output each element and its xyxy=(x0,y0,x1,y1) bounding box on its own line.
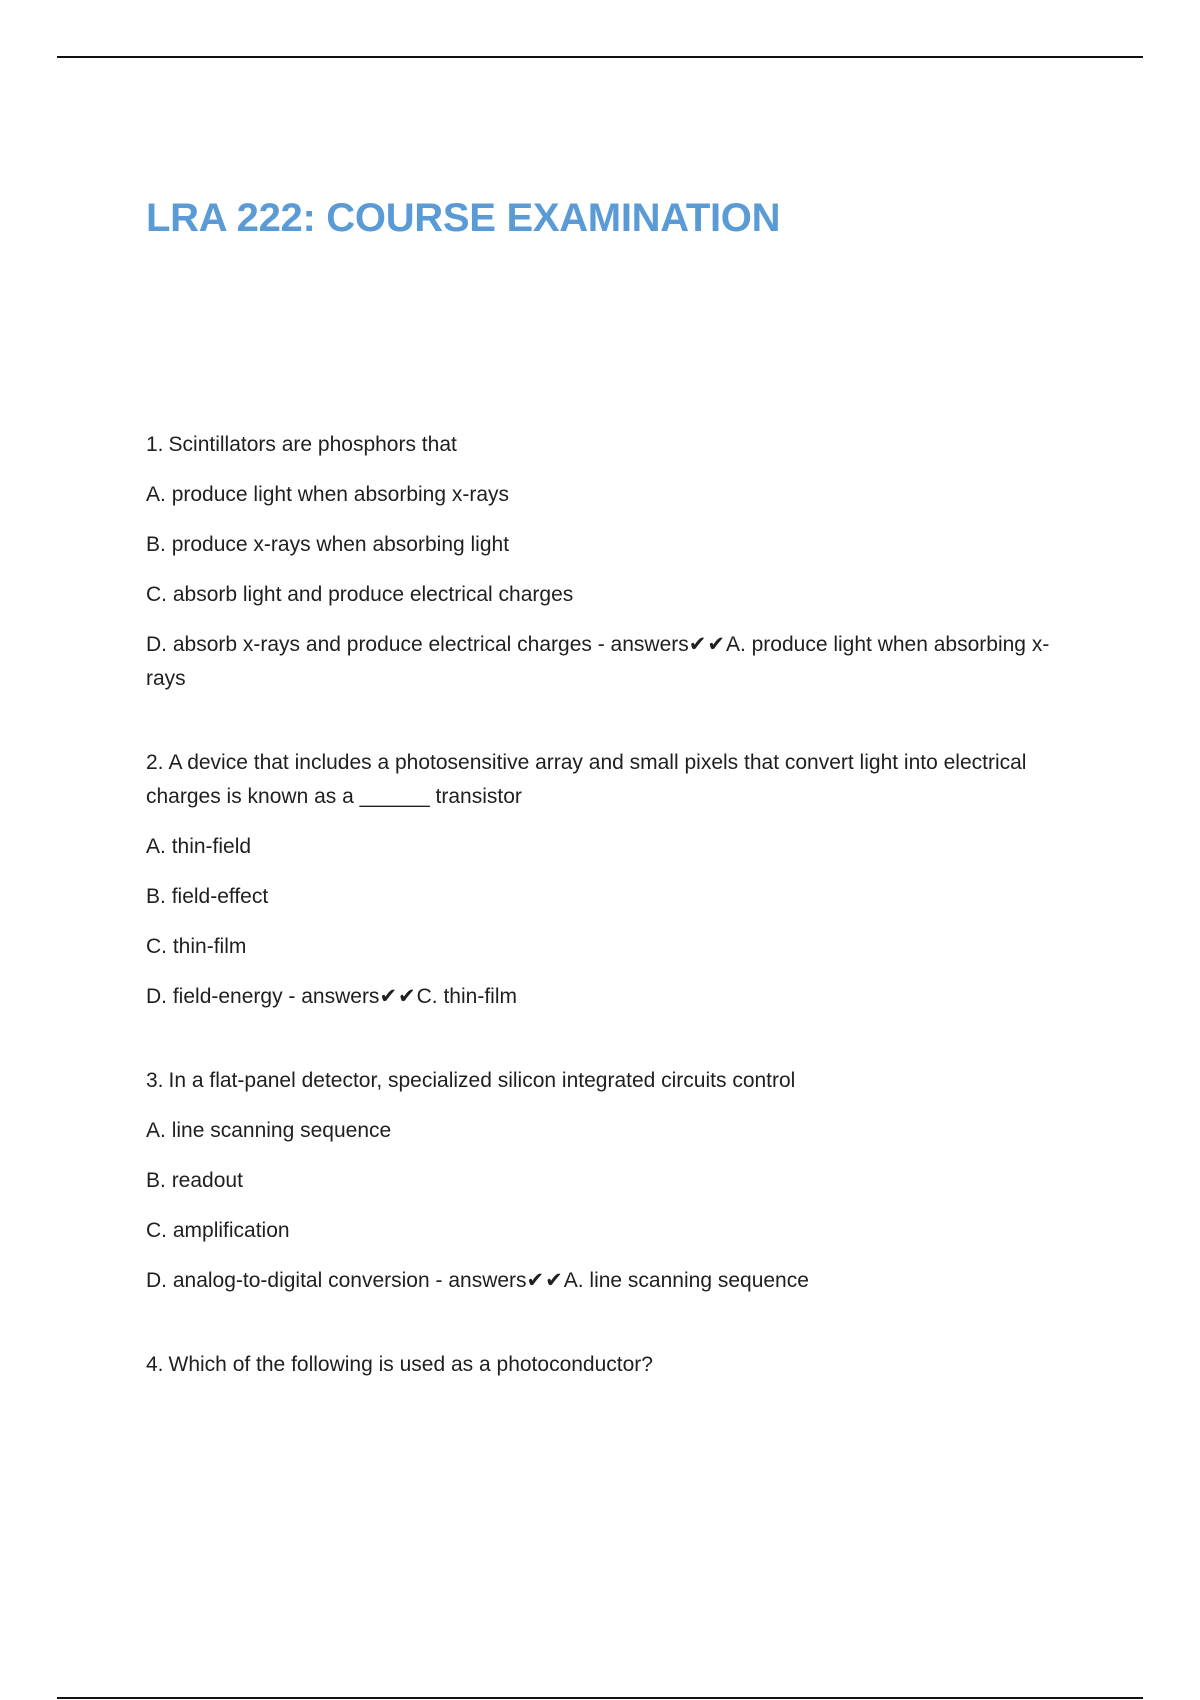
option-text: line scanning sequence xyxy=(171,1119,392,1142)
question-number: 1. xyxy=(146,433,164,456)
option-text: analog-to-digital conversion xyxy=(172,1269,430,1292)
question-1 xyxy=(146,428,1086,696)
option-label: B. xyxy=(146,885,166,908)
checkmark-icon: ✔✔ xyxy=(379,985,417,1008)
option-label: B. xyxy=(146,1169,166,1192)
option-text: thin-film xyxy=(172,935,247,958)
question-2 xyxy=(146,746,1086,1014)
question-number: 4. xyxy=(146,1353,164,1376)
answer-text: A. produce light when absorbing x-rays xyxy=(146,633,1050,690)
question-2-prompt xyxy=(146,746,1086,814)
top-rule xyxy=(57,56,1143,58)
question-3-option-b xyxy=(146,1164,1086,1198)
option-label: D. xyxy=(146,1269,167,1292)
option-label: A. xyxy=(146,483,166,506)
option-text: field-energy xyxy=(172,985,283,1008)
answer-text: C. thin-film xyxy=(416,985,517,1008)
option-text: produce light when absorbing x-rays xyxy=(171,483,510,506)
question-number: 2. xyxy=(146,751,164,774)
question-list xyxy=(146,428,1086,1432)
option-text: readout xyxy=(171,1169,243,1192)
checkmark-icon: ✔✔ xyxy=(526,1269,564,1292)
question-3-prompt xyxy=(146,1064,1086,1098)
option-label: C. xyxy=(146,583,167,606)
option-label: D. xyxy=(146,633,167,656)
checkmark-icon: ✔✔ xyxy=(688,633,726,656)
question-2-option-a xyxy=(146,830,1086,864)
question-4-prompt xyxy=(146,1348,1086,1382)
question-text: In a flat-panel detector, specialized silicon integrated circuits control xyxy=(168,1069,796,1092)
document-title: LRA 222: COURSE EXAMINATION xyxy=(146,196,781,240)
option-text: field-effect xyxy=(171,885,269,908)
option-label: A. xyxy=(146,1119,166,1142)
question-1-option-a xyxy=(146,478,1086,512)
option-label: C. xyxy=(146,1219,167,1242)
question-1-option-c xyxy=(146,578,1086,612)
option-label: A. xyxy=(146,835,166,858)
question-2-option-d xyxy=(146,980,1086,1014)
question-2-option-b xyxy=(146,880,1086,914)
bottom-rule xyxy=(57,1697,1143,1699)
option-text: amplification xyxy=(172,1219,290,1242)
question-1-prompt xyxy=(146,428,1086,462)
question-text: Scintillators are phosphors that xyxy=(168,433,457,456)
question-1-option-b xyxy=(146,528,1086,562)
option-text: produce x-rays when absorbing light xyxy=(171,533,510,556)
answer-prefix: - answers xyxy=(591,633,689,656)
question-4 xyxy=(146,1348,1086,1382)
question-3-option-a xyxy=(146,1114,1086,1148)
option-label: C. xyxy=(146,935,167,958)
option-label: D. xyxy=(146,985,167,1008)
question-text: Which of the following is used as a photoconductor? xyxy=(168,1353,653,1376)
answer-prefix: - answers xyxy=(429,1269,527,1292)
question-text: A device that includes a photosensitive array and small pixels that convert light into electrical charges is known as a ______ transistor xyxy=(146,751,1027,808)
question-2-option-c xyxy=(146,930,1086,964)
answer-text: A. line scanning sequence xyxy=(563,1269,809,1292)
question-number: 3. xyxy=(146,1069,164,1092)
question-3-option-d xyxy=(146,1264,1086,1298)
question-3 xyxy=(146,1064,1086,1298)
option-label: B. xyxy=(146,533,166,556)
option-text: thin-field xyxy=(171,835,252,858)
option-text: absorb light and produce electrical charges xyxy=(172,583,574,606)
answer-prefix: - answers xyxy=(282,985,380,1008)
question-1-option-d xyxy=(146,628,1086,696)
option-text: absorb x-rays and produce electrical charges xyxy=(172,633,592,656)
question-3-option-c xyxy=(146,1214,1086,1248)
